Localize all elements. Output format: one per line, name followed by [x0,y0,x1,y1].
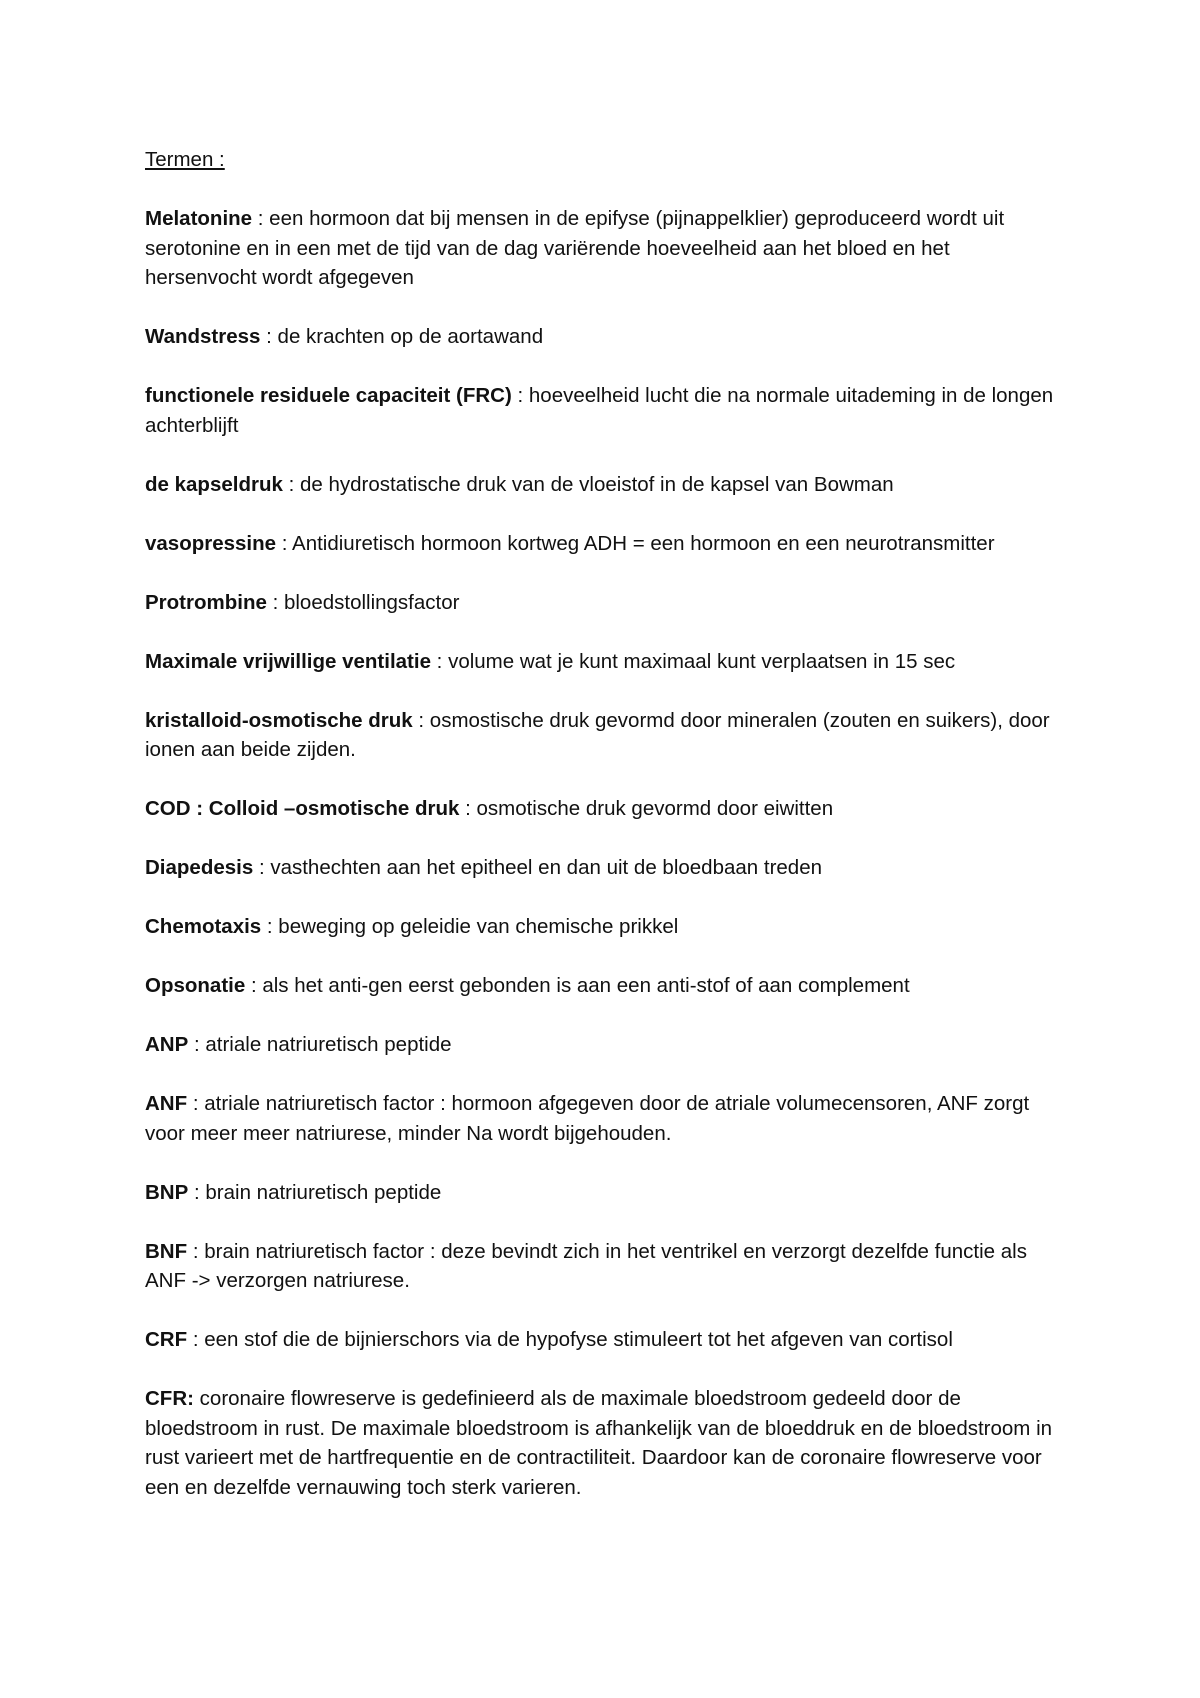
term-definition: : de hydrostatische druk van de vloeistof in de kapsel van Bowman [282,472,894,496]
term-label: de kapseldruk [145,472,283,496]
term-entry-cfr [145,1384,1065,1502]
term-entry-chemotaxis [145,912,1065,942]
term-label: BNP [145,1180,189,1204]
term-definition: : een hormoon dat bij mensen in de epifyse (pijnappelklier) geproduceerd wordt uit serotonine en in een met de tijd van de dag variërende hoeveelheid aan het bloed en het hersenvocht wordt afgegeven [145,207,1005,289]
term-label: BNF [145,1239,188,1263]
term-entry-melatonine [145,204,1065,293]
term-entry-cod [145,794,1065,824]
term-label: Opsonatie [145,974,246,997]
term-label: Wandstress [145,325,261,348]
term-definition: coronaire flowreserve is gedefinieerd als de maximale bloedstroom gedeeld door de bloedstroom in rust. De maximale bloedstroom is afhankelijk van de bloeddruk en de bloedstroom in rust varieert met de hartfrequentie en de contractiliteit. Daardoor kan de coronaire flowreserve voor een en dezelfde vernauwing toch sterk varieren. [145,1387,1053,1499]
term-definition: : osmostische druk gevormd door mineralen (zouten en suikers), door ionen aan beide zijden. [145,708,1050,761]
term-definition: : osmotische druk gevormd door eiwitten [459,797,834,820]
term-entry-anf [145,1089,1065,1148]
term-entry-frc [145,381,1065,440]
term-entry-kapseldruk [145,470,1065,500]
term-entry-crf [145,1325,1065,1355]
term-label: ANP [145,1033,189,1056]
term-entry-diapedesis [145,853,1065,883]
term-definition: : als het anti-gen eerst gebonden is aan een anti-stof of aan complement [245,974,910,997]
term-definition: : atriale natriuretisch peptide [188,1033,452,1056]
term-definition: : hoeveelheid lucht die na normale uitademing in de longen achterblijft [145,384,1054,437]
term-label: functionele residuele capaciteit (FRC) [145,384,512,407]
term-entry-bnp [145,1178,1065,1208]
term-entry-bnf [145,1237,1065,1296]
term-label: ANF [145,1092,188,1115]
term-label: CRF [145,1328,188,1351]
term-definition: : bloedstollingsfactor [266,590,460,614]
term-entry-opsonatie [145,971,1065,1001]
term-definition: : een stof die de bijnierschors via de hypofyse stimuleert tot het afgeven van cortisol [187,1328,953,1351]
term-label: vasopressine [145,531,277,555]
document-body [145,145,1065,1532]
term-entry-protrombine [145,588,1065,618]
term-entry-mvv [145,647,1065,677]
page-heading: Termen : [145,148,225,171]
term-definition: : volume wat je kunt maximaal kunt verplaatsen in 15 sec [430,649,956,673]
term-definition: : vasthechten aan het epitheel en dan uit de bloedbaan treden [253,856,823,879]
term-label: Chemotaxis [145,915,262,938]
term-label: Protrombine [145,590,267,614]
term-entry-vasopressine [145,529,1065,559]
term-label: Maximale vrijwillige ventilatie [145,649,431,673]
term-definition: : de krachten op de aortawand [260,325,544,348]
term-definition: : beweging op geleidie van chemische prikkel [261,915,679,938]
term-definition: : atriale natriuretisch factor : hormoon afgegeven door de atriale volumecensoren, ANF zorgt voor meer meer natriurese, minder Na wordt bijgehouden. [145,1092,1030,1145]
term-definition: : brain natriuretisch peptide [188,1180,442,1204]
term-definition: : Antidiuretisch hormoon kortweg ADH = een hormoon en een neurotransmitter [276,531,995,555]
term-entry-wandstress [145,322,1065,352]
term-label: Diapedesis [145,856,254,879]
term-label: Melatonine [145,207,253,230]
term-label: CFR: [145,1387,194,1410]
term-label: kristalloid-osmotische druk [145,708,413,732]
term-entry-kristalloid [145,706,1065,765]
term-definition: : brain natriuretisch factor : deze bevindt zich in het ventrikel en verzorgt dezelfde functie als ANF -> verzorgen natriurese. [145,1239,1027,1292]
term-label: COD : Colloid –osmotische druk [145,797,460,820]
term-entry-anp [145,1030,1065,1060]
